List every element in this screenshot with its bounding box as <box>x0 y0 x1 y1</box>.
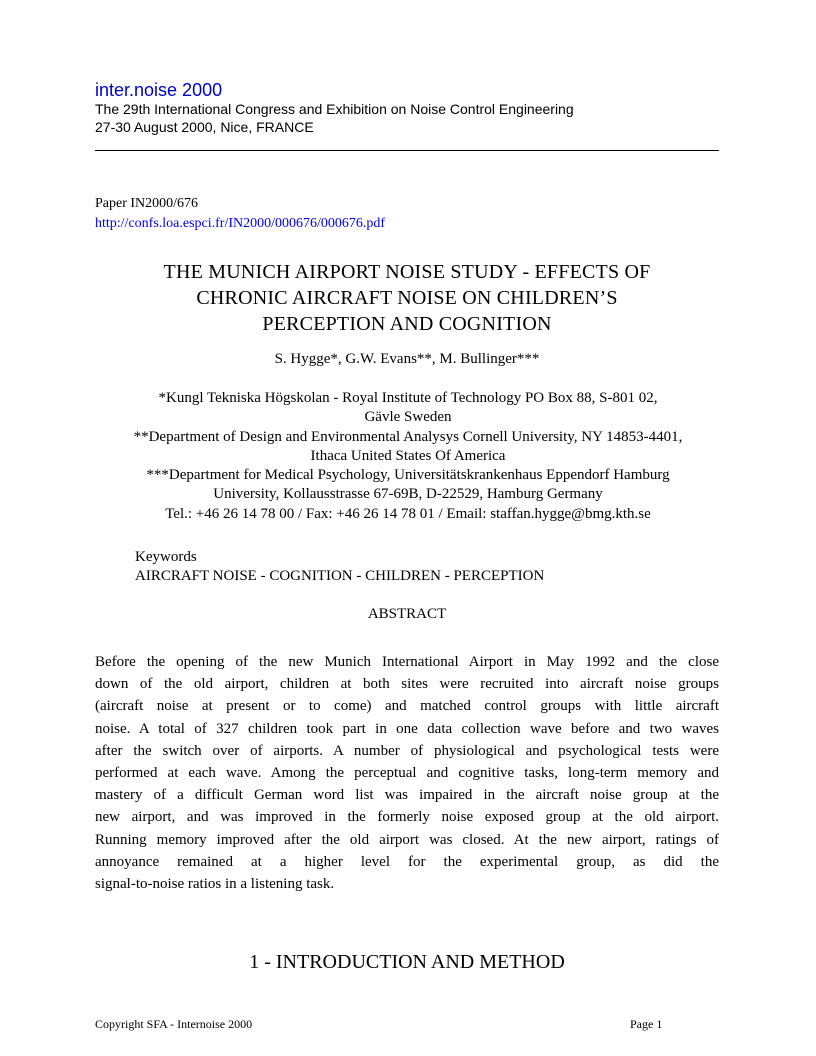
affiliation-line: ***Department for Medical Psychology, Universitätskrankenhaus Eppendorf Hamburg <box>146 467 670 484</box>
affiliations <box>80 389 736 524</box>
abstract-line: down of the old airport, children at both sites were recruited into aircraft noise groups <box>95 676 719 693</box>
abstract-body <box>95 651 719 895</box>
footer-page-number: Page 1 <box>630 1017 663 1031</box>
section-heading: 1 - INTRODUCTION AND METHOD <box>249 951 565 973</box>
abstract-line: (aircraft noise at present or to come) and matched control groups with little aircraft <box>95 698 719 715</box>
conference-dates: 27-30 August 2000, Nice, FRANCE <box>95 119 314 135</box>
conference-name: inter.noise 2000 <box>95 80 223 100</box>
abstract-line: annoyance remained at a higher level for the experimental group, as did the <box>95 853 719 870</box>
abstract-line: after the switch over of airports. A number of physiological and psychological tests were <box>95 742 719 759</box>
abstract-line: performed at each wave. Among the perceptual and cognitive tasks, long-term memory and <box>95 764 719 781</box>
affiliation-line: University, Kollausstrasse 67-69B, D-22529, Hamburg Germany <box>213 486 603 503</box>
affiliation-line: Gävle Sweden <box>364 409 452 426</box>
abstract-line: Running memory improved after the old airport was closed. At the new airport, ratings of <box>95 831 719 848</box>
affiliation-line: *Kungl Tekniska Högskolan - Royal Institute of Technology PO Box 88, S-801 02, <box>158 390 658 406</box>
keywords-text: AIRCRAFT NOISE - COGNITION - CHILDREN - PERCEPTION <box>135 568 545 584</box>
abstract-line: Before the opening of the new Munich International Airport in May 1992 and the close <box>95 654 719 670</box>
abstract-line: new airport, and was improved in the formerly noise exposed group at the old airport. <box>95 809 719 826</box>
affiliation-line: **Department of Design and Environmental Analysys Cornell University, NY 14853-4401, <box>133 428 683 445</box>
abstract-line: noise. A total of 327 children took part in one data collection wave before and two waves <box>95 720 719 737</box>
abstract-line: signal-to-noise ratios in a listening task. <box>95 875 335 892</box>
keywords-label: Keywords <box>135 549 197 565</box>
contact-line: Tel.: +46 26 14 78 00 / Fax: +46 26 14 78 01 / Email: staffan.hygge@bmg.kth.se <box>165 505 651 522</box>
authors: S. Hygge*, G.W. Evans**, M. Bullinger*** <box>274 351 540 367</box>
paper-url-link[interactable]: http://confs.loa.espci.fr/IN2000/000676/000676.pdf <box>95 216 386 231</box>
header-divider <box>95 150 719 151</box>
affiliation-line: Ithaca United States Of America <box>310 447 506 464</box>
footer-copyright: Copyright SFA - Internoise 2000 <box>95 1017 253 1031</box>
title-line: PERCEPTION AND COGNITION <box>262 313 552 335</box>
paper-title <box>95 259 719 337</box>
abstract-line: mastery of a difficult German word list was impaired in the aircraft noise group at the <box>95 787 719 804</box>
conference-subtitle: The 29th International Congress and Exhibition on Noise Control Engineering <box>95 101 574 117</box>
paper-id: Paper IN2000/676 <box>95 196 199 211</box>
abstract-heading: ABSTRACT <box>367 606 447 622</box>
title-line: CHRONIC AIRCRAFT NOISE ON CHILDREN’S <box>196 287 618 309</box>
title-line: THE MUNICH AIRPORT NOISE STUDY - EFFECTS OF <box>163 261 651 283</box>
